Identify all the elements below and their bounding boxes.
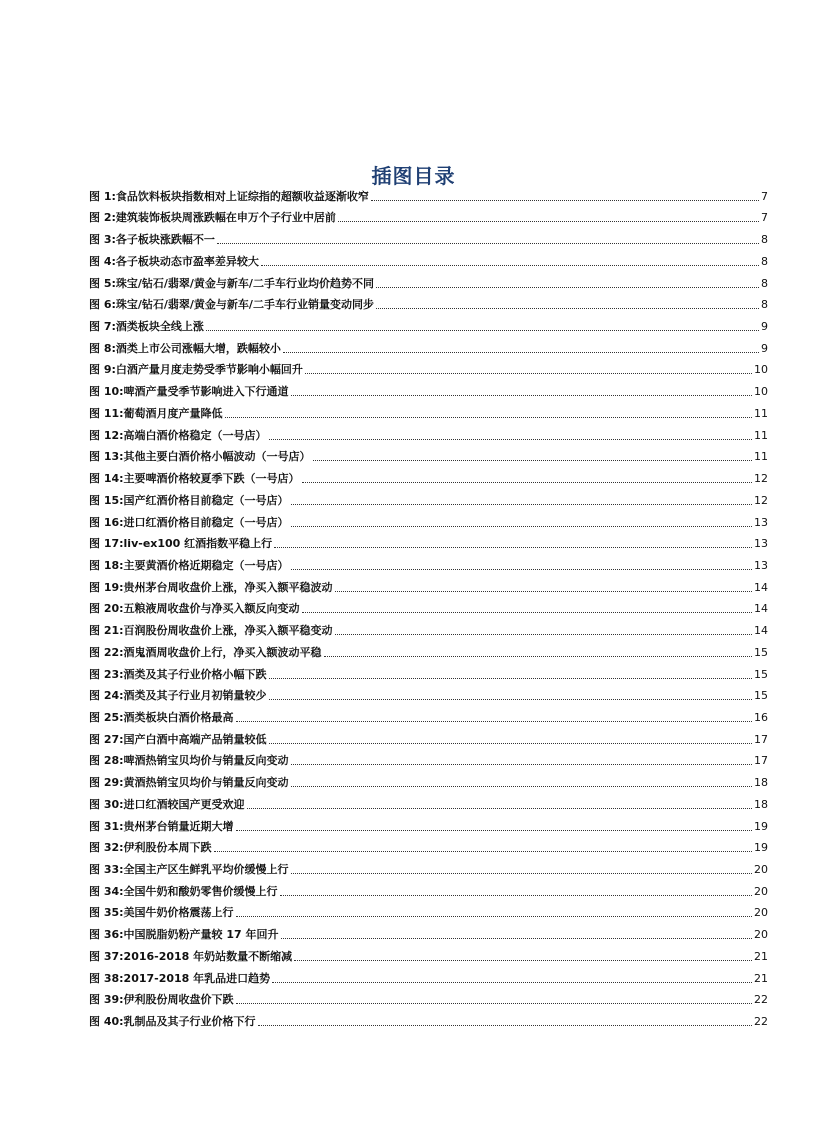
toc-entry[interactable] [89, 486, 768, 508]
toc-entry-page-number: 17 [754, 732, 768, 746]
toc-entry[interactable] [89, 530, 768, 552]
dot-leader [291, 786, 752, 787]
toc-entry-page-number: 8 [761, 233, 768, 247]
dot-leader [338, 221, 759, 222]
toc-entry-label: 图 27:国产白酒中高端产品销量较低 [89, 732, 267, 746]
dot-leader [269, 743, 752, 744]
toc-entry-label: 图 24:酒类及其子行业月初销量较少 [89, 689, 267, 703]
dot-leader [261, 265, 759, 266]
toc-entry[interactable] [89, 443, 768, 465]
toc-entry-label: 图 35:美国牛奶价格震荡上行 [89, 906, 234, 920]
toc-entry-page-number: 20 [754, 863, 768, 876]
toc-entry[interactable] [89, 682, 768, 704]
toc-entry-label: 图 38:2017-2018 年乳品进口趋势 [89, 971, 271, 985]
toc-entry-label: 图 2:建筑装饰板块周涨跌幅在申万个子行业中居前 [89, 211, 336, 225]
dot-leader [371, 200, 759, 201]
dot-leader [274, 547, 752, 548]
toc-entry-page-number: 11 [754, 406, 768, 420]
toc-entry-page-number: 20 [754, 928, 768, 942]
toc-entry-label: 图 10:啤酒产量受季节影响进入下行通道 [89, 385, 289, 399]
dot-leader [335, 591, 752, 592]
toc-entry-page-number: 9 [761, 320, 768, 334]
toc-entry-label: 图 31:贵州茅台销量近期大增 [89, 819, 234, 833]
toc-entry-page-number: 20 [754, 884, 768, 898]
toc-entry-page-number: 12 [754, 472, 768, 486]
dot-leader [247, 808, 752, 809]
toc-entry[interactable] [89, 182, 768, 204]
toc-entry-label: 图 37:2016-2018 年奶站数量不断缩减 [89, 949, 293, 963]
toc-entry-label: 图 23:酒类及其子行业价格小幅下跌 [89, 667, 267, 681]
dot-leader [302, 482, 752, 483]
toc-entry[interactable] [89, 356, 768, 378]
toc-entry-label: 图 36:中国脱脂奶粉产量较 17 年回升 [89, 928, 279, 942]
toc-entry-label: 图 15:国产红酒价格目前稳定（一号店） [89, 493, 289, 507]
dot-leader [335, 634, 752, 635]
toc-entry-page-number: 8 [761, 254, 768, 268]
toc-entry-page-number: 13 [754, 515, 768, 529]
toc-entry-label: 图 19:贵州茅台周收盘价上涨，净买入额平稳波动 [89, 580, 333, 594]
toc-entry-page-number: 15 [754, 645, 768, 659]
toc-entry[interactable] [89, 269, 768, 291]
toc-entry-label: 图 17:liv-ex100 红酒指数平稳上行 [89, 537, 273, 551]
dot-leader [376, 287, 759, 288]
toc-entry[interactable] [89, 964, 768, 986]
toc-entry-page-number: 7 [761, 211, 768, 225]
toc-entry-page-number: 19 [754, 819, 768, 833]
toc-entry[interactable] [89, 660, 768, 682]
toc-entry-label: 图 28:啤酒热销宝贝均价与销量反向变动 [89, 754, 289, 768]
dot-leader [302, 612, 752, 613]
toc-entry[interactable] [89, 551, 768, 573]
toc-entry[interactable] [89, 312, 768, 334]
dot-leader [291, 764, 752, 765]
toc-entry[interactable] [89, 725, 768, 747]
toc-entry[interactable] [89, 334, 768, 356]
toc-entry[interactable] [89, 421, 768, 443]
dot-leader [236, 916, 752, 917]
dot-leader [291, 569, 752, 570]
toc-entry-page-number: 21 [754, 971, 768, 985]
toc-entry[interactable] [89, 855, 768, 877]
toc-entry[interactable] [89, 508, 768, 530]
dot-leader [283, 352, 759, 353]
dot-leader [291, 395, 752, 396]
toc-entry-label: 图 20:五粮液周收盘价与净买入额反向变动 [89, 602, 300, 616]
toc-entry-page-number: 22 [754, 1015, 768, 1029]
dot-leader [272, 982, 752, 983]
toc-entry-page-number: 16 [754, 710, 768, 724]
toc-entry-page-number: 18 [754, 797, 768, 811]
toc-entry-label: 图 3:各子板块涨跌幅不一 [89, 233, 215, 247]
toc-entry-label: 图 40:乳制品及其子行业价格下行 [89, 1015, 256, 1029]
dot-leader [214, 851, 752, 852]
dot-leader [280, 895, 752, 896]
dot-leader [236, 1003, 752, 1004]
dot-leader [236, 721, 752, 722]
toc-entry[interactable] [89, 1007, 768, 1029]
toc-entry-page-number: 15 [754, 689, 768, 703]
toc-entry-page-number: 8 [761, 276, 768, 290]
dot-leader [217, 243, 759, 244]
dot-leader [291, 526, 752, 527]
toc-entry-label: 图 30:进口红酒较国产更受欢迎 [89, 797, 245, 811]
toc-entry-page-number: 13 [754, 558, 768, 572]
toc-entry-label: 图 39:伊利股份周收盘价下跌 [89, 993, 234, 1007]
toc-entry-page-number: 11 [754, 428, 768, 442]
toc-entry-label: 图 25:酒类板块白酒价格最高 [89, 710, 234, 724]
toc-entry-label: 图 22:酒鬼酒周收盘价上行，净买入额波动平稳 [89, 645, 322, 659]
toc-entry-label: 图 12:高端白酒价格稳定（一号店） [89, 428, 267, 442]
dot-leader [269, 439, 752, 440]
toc-entry-page-number: 17 [754, 754, 768, 768]
toc-entry[interactable] [89, 942, 768, 964]
toc-entry[interactable] [89, 703, 768, 725]
toc-entry-label: 图 34:全国牛奶和酸奶零售价缓慢上行 [89, 884, 278, 898]
toc-entry[interactable] [89, 247, 768, 269]
toc-entry-label: 图 7:酒类板块全线上涨 [89, 320, 204, 334]
toc-entry-page-number: 11 [754, 450, 768, 464]
toc-entry-label: 图 32:伊利股份本周下跌 [89, 841, 212, 855]
toc-entry-label: 图 14:主要啤酒价格较夏季下跌（一号店） [89, 472, 300, 486]
dot-leader [376, 308, 759, 309]
toc-entry[interactable] [89, 747, 768, 769]
dot-leader [225, 417, 752, 418]
toc-entry-label: 图 5:珠宝/钻石/翡翠/黄金与新车/二手车行业均价趋势不同 [89, 276, 374, 290]
dot-leader [206, 330, 759, 331]
toc-entry-label: 图 33:全国主产区生鲜乳平均价缓慢上行 [89, 863, 289, 876]
toc-entry-page-number: 22 [754, 993, 768, 1007]
toc-entry[interactable] [89, 986, 768, 1008]
toc-entry-page-number: 8 [761, 298, 768, 312]
toc-entry-page-number: 14 [754, 602, 768, 616]
toc-entry-page-number: 20 [754, 906, 768, 920]
toc-entry-label: 图 13:其他主要白酒价格小幅波动（一号店） [89, 450, 311, 464]
toc-entry-label: 图 4:各子板块动态市盈率差异较大 [89, 254, 259, 268]
toc-entry[interactable] [89, 899, 768, 921]
dot-leader [324, 656, 752, 657]
dot-leader [291, 504, 752, 505]
toc-entry-label: 图 11:葡萄酒月度产量降低 [89, 406, 223, 420]
toc-entry-label: 图 6:珠宝/钻石/翡翠/黄金与新车/二手车行业销量变动同步 [89, 298, 374, 312]
toc-entry[interactable] [89, 790, 768, 812]
toc-entry-label: 图 21:百润股份周收盘价上涨，净买入额平稳变动 [89, 624, 333, 638]
toc-entry[interactable] [89, 877, 768, 899]
toc-entry-label: 图 8:酒类上市公司涨幅大增，跌幅较小 [89, 341, 281, 355]
toc-entry-page-number: 10 [754, 385, 768, 399]
toc-entry[interactable] [89, 920, 768, 942]
dot-leader [305, 373, 752, 374]
toc-entry-page-number: 7 [761, 189, 768, 203]
toc-entry-page-number: 15 [754, 667, 768, 681]
toc-entry-page-number: 10 [754, 363, 768, 377]
toc-entry[interactable] [89, 464, 768, 486]
toc-entry-page-number: 14 [754, 624, 768, 638]
dot-leader [294, 960, 752, 961]
dot-leader [269, 699, 752, 700]
toc-entry[interactable] [89, 204, 768, 226]
toc-entry-page-number: 19 [754, 841, 768, 855]
dot-leader [291, 873, 752, 874]
toc-entry-page-number: 18 [754, 776, 768, 790]
toc-entry[interactable] [89, 291, 768, 313]
toc-entry-page-number: 12 [754, 493, 768, 507]
dot-leader [258, 1025, 752, 1026]
toc-entry[interactable] [89, 616, 768, 638]
toc-entry-page-number: 13 [754, 537, 768, 551]
toc-entry[interactable] [89, 638, 768, 660]
toc-entry[interactable] [89, 812, 768, 834]
dot-leader [281, 938, 752, 939]
toc-entry[interactable] [89, 595, 768, 617]
toc-entry-label: 图 29:黄酒热销宝贝均价与销量反向变动 [89, 776, 289, 790]
toc-entry-label: 图 18:主要黄酒价格近期稳定（一号店） [89, 558, 289, 572]
toc-entry-label: 图 16:进口红酒价格目前稳定（一号店） [89, 515, 289, 529]
toc-entry-label: 图 1:食品饮料板块指数相对上证综指的超额收益逐渐收窄 [89, 189, 369, 203]
toc-entry-label: 图 9:白酒产量月度走势受季节影响小幅回升 [89, 363, 303, 377]
dot-leader [269, 678, 752, 679]
toc-entry[interactable] [89, 768, 768, 790]
toc-entry[interactable] [89, 573, 768, 595]
toc-entry[interactable] [89, 225, 768, 247]
toc-entry-page-number: 21 [754, 949, 768, 963]
toc-entry[interactable] [89, 834, 768, 856]
dot-leader [236, 830, 752, 831]
toc-entry-page-number: 9 [761, 341, 768, 355]
toc-entry[interactable] [89, 377, 768, 399]
page-title: 插图目录 [371, 164, 456, 189]
dot-leader [313, 460, 752, 461]
toc-entry[interactable] [89, 399, 768, 421]
figure-list [89, 182, 768, 1029]
toc-entry-page-number: 14 [754, 580, 768, 594]
